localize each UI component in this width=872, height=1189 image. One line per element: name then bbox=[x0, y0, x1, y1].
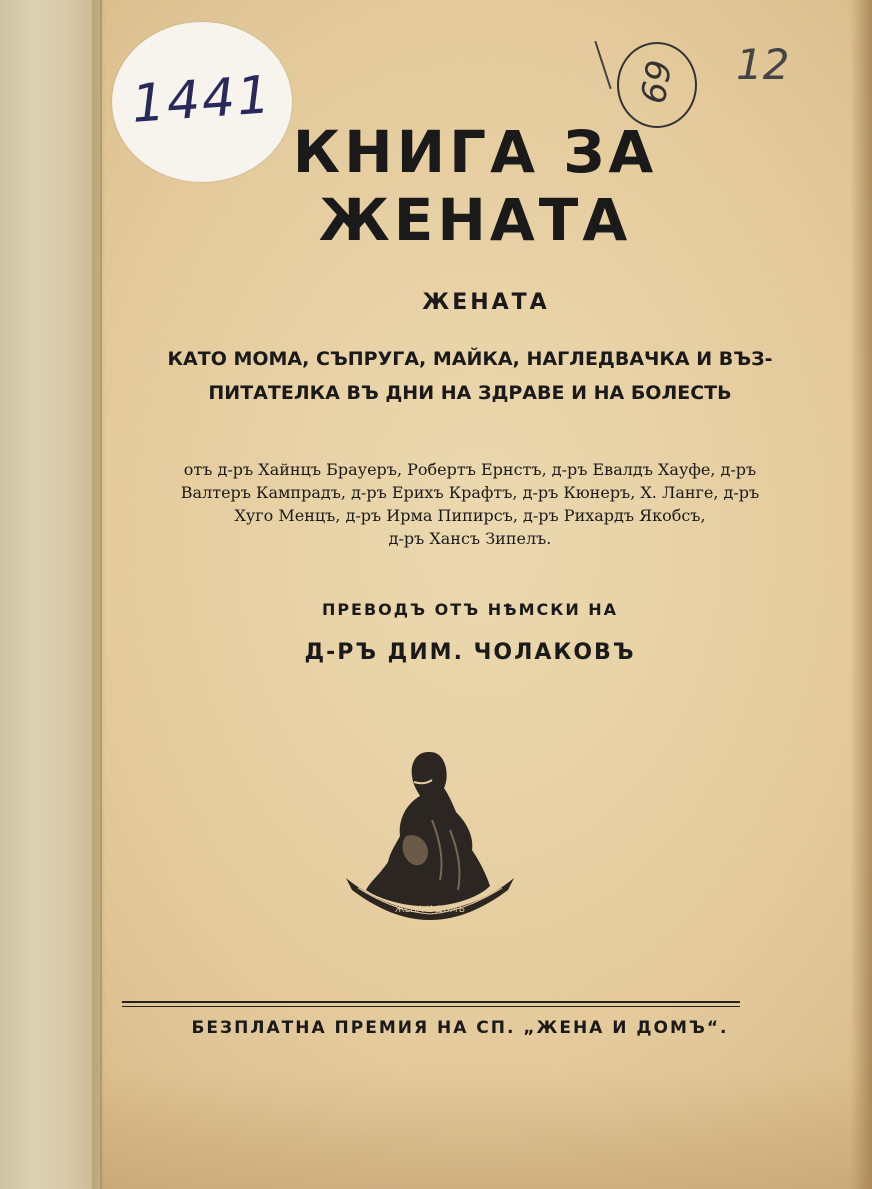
description bbox=[110, 342, 830, 410]
authors-line: Хуго Менцъ, д-ръ Ирма Пипирсъ, д-ръ Рихардъ Якобсъ, bbox=[234, 506, 706, 525]
inventory-number: 1441 bbox=[129, 65, 275, 135]
translation-note: ПРЕВОДЪ ОТЪ НѢМСКИ НА bbox=[321, 600, 619, 619]
page-edge-wear bbox=[850, 0, 872, 1189]
bottom-wear bbox=[100, 1069, 872, 1189]
pencil-number: 12 bbox=[736, 40, 790, 89]
circled-number: 69 bbox=[633, 57, 681, 107]
description-line: КАТО МОМА, СЪПРУГА, МАЙКА, НАГЛЕДВАЧКА И ВЪЗ- bbox=[167, 348, 773, 370]
authors-line: Валтеръ Кампрадъ, д-ръ Ерихъ Крафтъ, д-ръ Кюнеръ, Х. Ланге, д-ръ bbox=[180, 483, 760, 502]
translator-name: Д-РЪ ДИМ. ЧОЛАКОВЪ bbox=[304, 640, 636, 665]
circled-pencil-mark bbox=[617, 42, 697, 128]
subtitle: ЖЕНАТА bbox=[422, 290, 550, 315]
authors-line: д-ръ Хансъ Зипелъ. bbox=[388, 529, 552, 548]
description-line: ПИТАТЕЛКА ВЪ ДНИ НА ЗДРАВЕ И НА БОЛЕСТЬ bbox=[208, 382, 732, 404]
authors-list bbox=[110, 458, 830, 550]
book-title: КНИГА ЗА ЖЕНАТА bbox=[292, 118, 658, 254]
divider-line bbox=[122, 1006, 740, 1007]
divider-line bbox=[122, 1001, 740, 1003]
spine-shadow bbox=[92, 0, 106, 1189]
pencil-slash bbox=[594, 41, 611, 89]
authors-line: отъ д-ръ Хайнцъ Брауеръ, Робертъ Ернстъ, д-ръ Евалдъ Хауфе, д-ръ bbox=[183, 460, 757, 479]
library-sticker bbox=[112, 22, 292, 182]
footer-note: БЕЗПЛАТНА ПРЕМИЯ НА СП. „ЖЕНА И ДОМЪ“. bbox=[191, 1018, 729, 1038]
emblem-banner-text: ЖЕНА И ДОМЪ bbox=[394, 905, 466, 915]
book-spine bbox=[0, 0, 102, 1189]
mother-child-emblem bbox=[340, 740, 520, 930]
